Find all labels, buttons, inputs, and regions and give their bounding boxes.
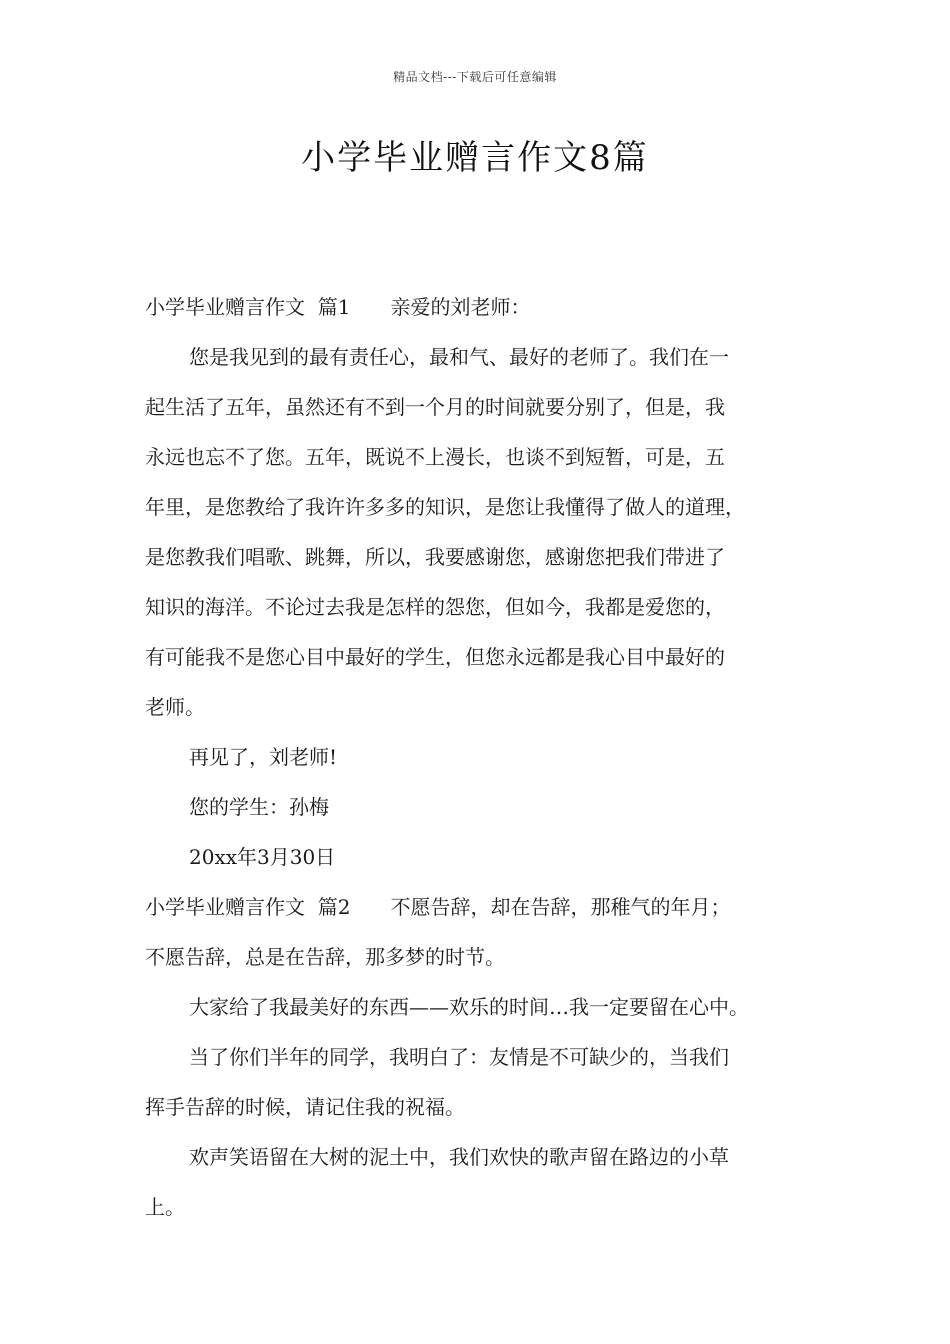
line-text: 永远也忘不了您。五年，既说不上漫长，也谈不到短暂，可是，五 <box>145 445 725 469</box>
section-label: 小学毕业赠言作文 篇2 <box>145 895 351 919</box>
line-text: 20xx年3月30日 <box>189 845 336 869</box>
paragraph-line <box>145 432 825 482</box>
line-text: 有可能我不是您心目中最好的学生，但您永远都是我心目中最好的 <box>145 645 725 669</box>
line-text: 不愿告辞，总是在告辞，那多梦的时节。 <box>145 945 505 969</box>
line-text: 是您教我们唱歌、跳舞，所以，我要感谢您，感谢您把我们带进了 <box>145 545 725 569</box>
line-text: 上。 <box>145 1195 185 1219</box>
line-text: 您是我见到的最有责任心，最和气、最好的老师了。我们在一 <box>189 345 729 369</box>
paragraph-line <box>145 932 825 982</box>
section-heading-line <box>145 282 825 332</box>
document-body <box>145 282 825 1232</box>
line-text: 年里，是您教给了我许许多多的知识，是您让我懂得了做人的道理， <box>145 495 745 519</box>
paragraph-line <box>145 1182 825 1232</box>
paragraph-line <box>145 332 825 382</box>
paragraph-line <box>145 832 825 882</box>
line-text: 起生活了五年，虽然还有不到一个月的时间就要分别了，但是，我 <box>145 395 725 419</box>
line-text: 知识的海洋。不论过去我是怎样的怨您，但如今，我都是爱您的， <box>145 595 725 619</box>
paragraph-line <box>145 782 825 832</box>
paragraph-line <box>145 1032 825 1082</box>
document-title: 小学毕业赠言作文8篇 <box>301 138 649 178</box>
line-text: 大家给了我最美好的东西——欢乐的时间…我一定要留在心中。 <box>189 995 749 1019</box>
section-heading-line <box>145 882 825 932</box>
paragraph-line <box>145 482 825 532</box>
paragraph-line <box>145 1132 825 1182</box>
paragraph-line <box>145 632 825 682</box>
line-text: 再见了，刘老师! <box>189 745 338 769</box>
paragraph-line <box>145 1082 825 1132</box>
paragraph-line <box>145 582 825 632</box>
line-text: 亲爱的刘老师： <box>390 295 531 319</box>
paragraph-line <box>145 682 825 732</box>
line-text: 欢声笑语留在大树的泥土中，我们欢快的歌声留在路边的小草 <box>189 1145 729 1169</box>
line-text: 老师。 <box>145 695 205 719</box>
paragraph-line <box>145 532 825 582</box>
line-text: 不愿告辞，却在告辞，那稚气的年月； <box>390 895 731 919</box>
header-note: 精品文档---下载后可任意编辑 <box>393 70 557 84</box>
paragraph-line <box>145 382 825 432</box>
paragraph-line <box>145 982 825 1032</box>
line-text: 当了你们半年的同学，我明白了：友情是不可缺少的，当我们 <box>189 1045 729 1069</box>
line-text: 挥手告辞的时候，请记住我的祝福。 <box>145 1095 465 1119</box>
paragraph-line <box>145 732 825 782</box>
line-text: 您的学生：孙梅 <box>189 795 329 819</box>
section-label: 小学毕业赠言作文 篇1 <box>145 295 351 319</box>
